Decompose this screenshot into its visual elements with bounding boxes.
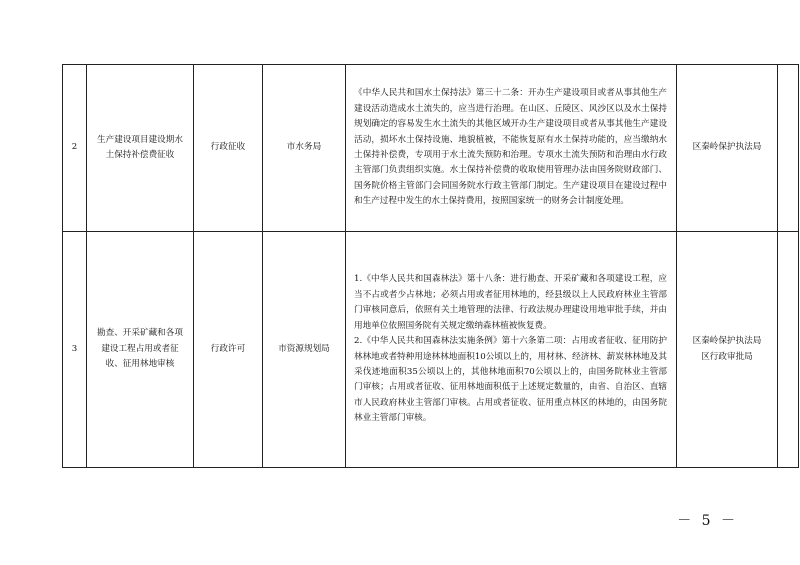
implementing-unit-line: 区秦岭保护执法局 [692, 142, 762, 153]
table-row [63, 232, 799, 468]
implementing-unit [677, 65, 778, 232]
responsible-dept: 市水务局 [263, 65, 346, 232]
item-type: 行政许可 [194, 232, 263, 468]
implementing-unit [677, 232, 778, 468]
item-name [87, 232, 194, 468]
legal-basis-paragraph: 《中华人民共和国水土保持法》第三十二条：开办生产建设项目或者从事其他生产建设活动造成水土流失的，应当进行治理。在山区、丘陵区、风沙区以及水土保持规划确定的容易发生水土流失的其他区域开办生产建设项目或者从事其他生产建设活动，损坏水土保持设施、地貌植被，不能恢复原有水土保持功能的，应当缴纳水土保持补偿费，专项用于水土流失预防和治理。专项水土流失预防和治理由水行政主管部门负责组织实施。水土保持补偿费的收取使用管理办法由国务院财政部门、国务院价格主管部门会同国务院水行政主管部门制定。生产建设项目在建设过程中和生产过程中发生的水土保持费用，按照国家统一的财务会计制度处理。 [354, 88, 667, 207]
responsible-dept: 市资源规划局 [263, 232, 346, 468]
remarks-cell [778, 65, 799, 232]
legal-basis [346, 232, 677, 468]
item-name-text: 生产建设项目建设期水土保持补偿费征收 [97, 134, 183, 160]
implementing-unit-line: 区行政审批局 [701, 351, 753, 362]
row-number: 3 [63, 232, 87, 468]
item-name [87, 65, 194, 232]
item-type: 行政征收 [194, 65, 263, 232]
remarks-cell [778, 232, 799, 468]
page-number: － 5 － [677, 513, 738, 529]
row-number: 2 [63, 65, 87, 232]
item-name-text: 勘查、开采矿藏和各项建设工程占用或者征收、征用林地审核 [97, 328, 183, 370]
table-row [63, 65, 799, 232]
power-list-table [62, 64, 799, 468]
legal-basis-paragraph: 2.《中华人民共和国森林法实施条例》第十六条第二项：占用或者征收、征用防护林林地或者特种用途林林地面积10公顷以上的，用材林、经济林、薪炭林林地及其采伐迹地面积35公顷以上的，其他林地面积70公顷以上的，由国务院林业主管部门审核；占用或者征收、征用林地面积低于上述规定数量的，由省、自治区、直辖市人民政府林业主管部门审核。占用或者征收、征用重点林区的林地的，由国务院林业主管部门审核。 [354, 336, 667, 424]
implementing-unit-line: 区秦岭保护执法局 [692, 336, 762, 347]
legal-basis-paragraph: 1.《中华人民共和国森林法》第十八条：进行勘查、开采矿藏和各项建设工程，应当不占或者少占林地；必须占用或者征用林地的，经县级以上人民政府林业主管部门审核同意后，依照有关土地管理的法律、行政法规办理建设用地审批手续，并由用地单位依照国务院有关规定缴纳森林植被恢复费。 [354, 274, 667, 331]
legal-basis [346, 65, 677, 232]
